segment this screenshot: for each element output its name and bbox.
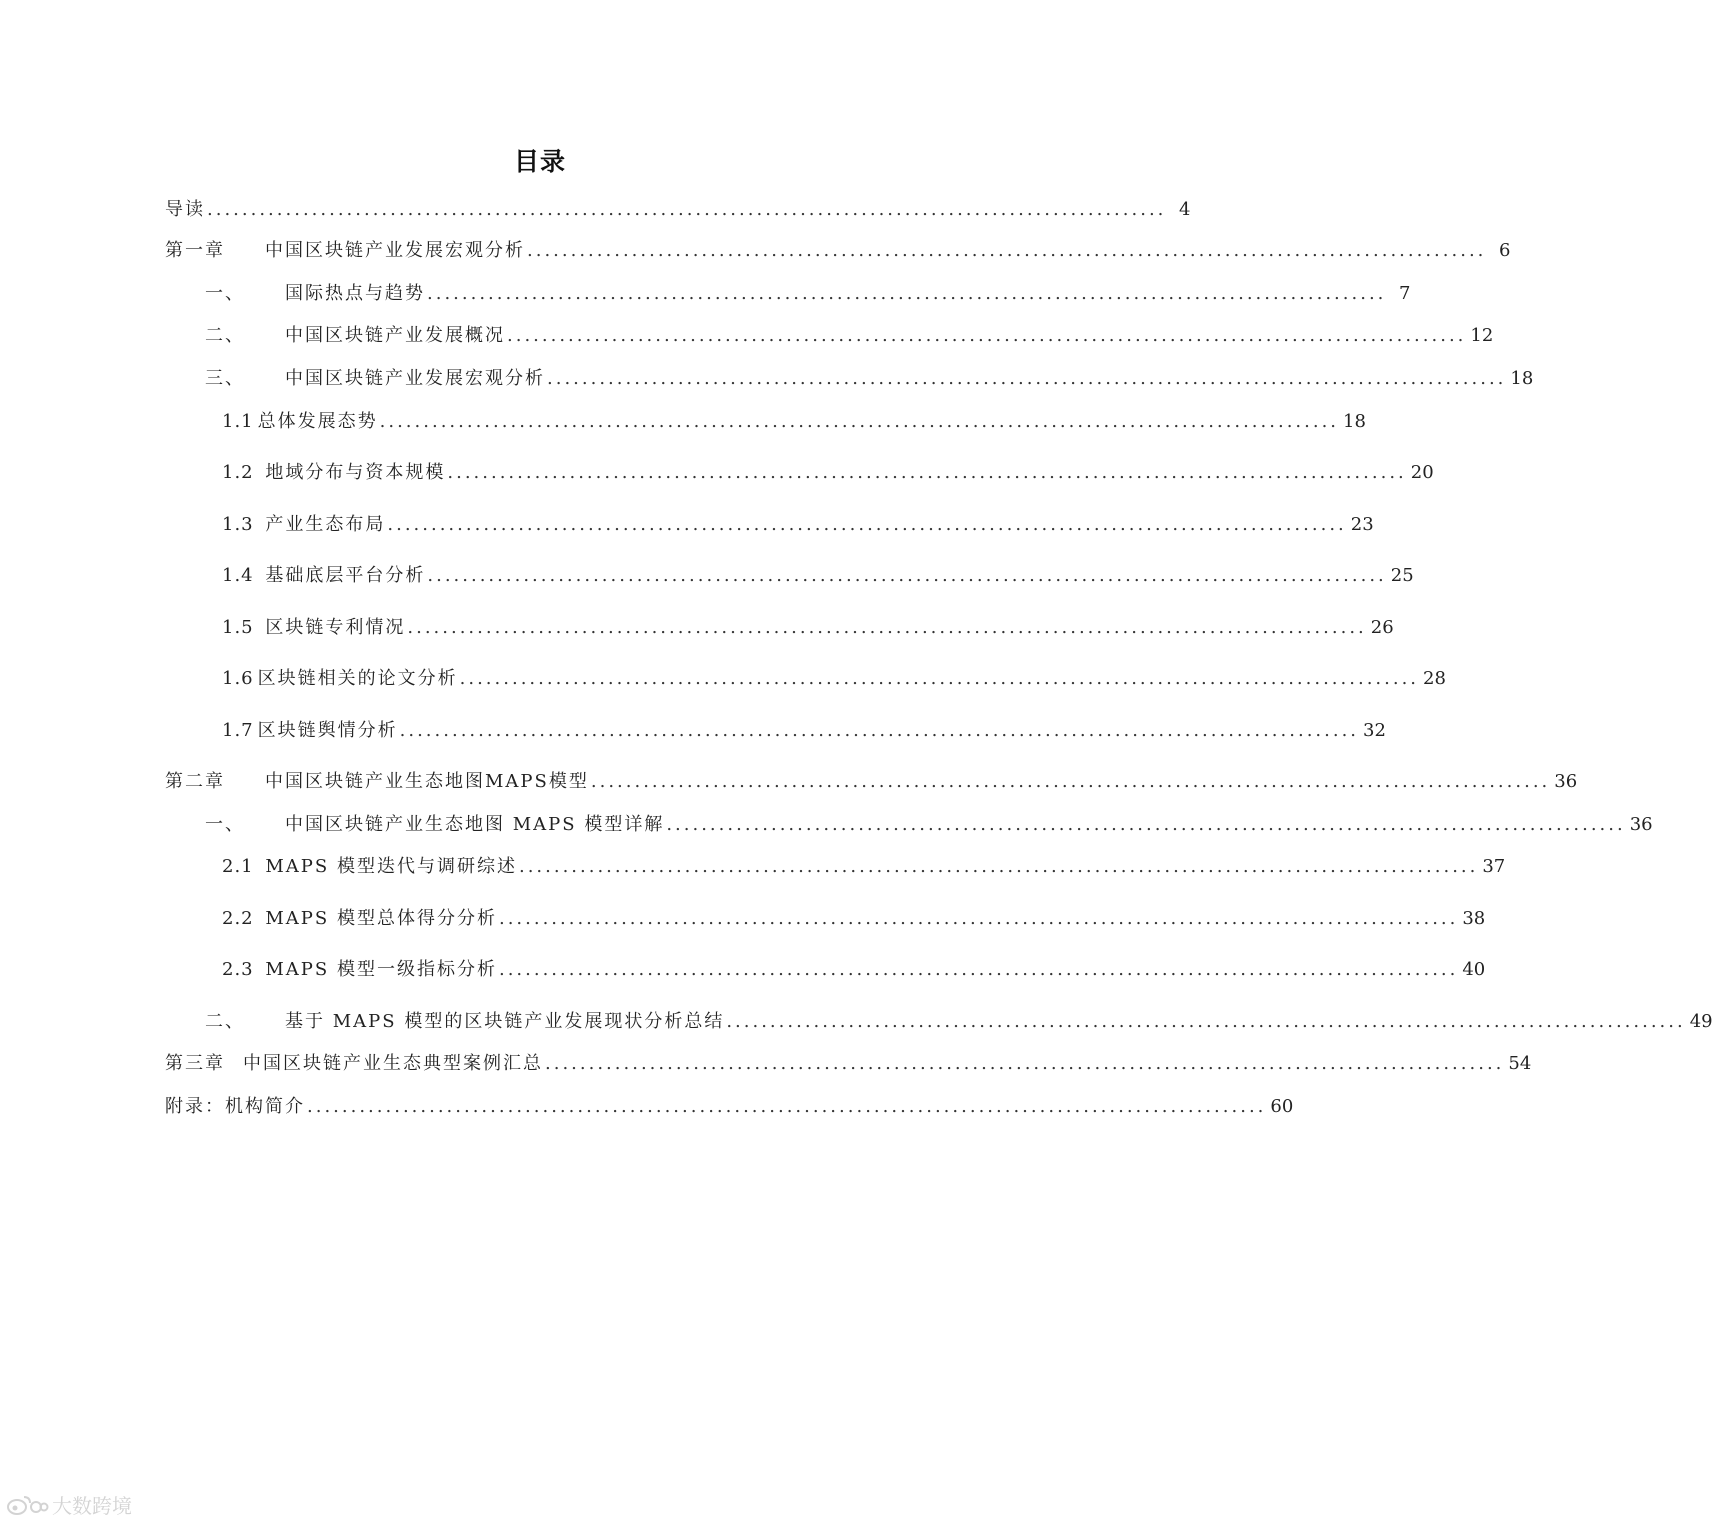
toc-entry-text: 区块链专利情况 (265, 617, 406, 638)
toc-entry-page: 32 (1363, 720, 1386, 741)
toc-entry-subsection[interactable] (222, 459, 1434, 487)
toc-entry-number: 2.1 (222, 856, 254, 877)
toc-entry-text: 总体发展态势 (257, 411, 378, 432)
toc-entry-text: 产业生态布局 (265, 514, 386, 535)
toc-entry-text: 中国区块链产业发展宏观分析 (265, 240, 525, 261)
toc-entry-page: 12 (1470, 325, 1494, 346)
toc-entry-chapter-3[interactable] (165, 1050, 1532, 1078)
toc-entry-number: 1.3 (222, 514, 254, 535)
toc-entry-page: 54 (1508, 1053, 1532, 1074)
dot-leader: .............................................................................................................. (387, 514, 1347, 535)
toc-entry-page: 7 (1398, 283, 1411, 304)
toc-entry-number: 1.5 (222, 617, 254, 638)
toc-entry-page: 60 (1270, 1096, 1294, 1117)
toc-entry-text: 地域分布与资本规模 (265, 462, 446, 483)
toc-entry-number: 二、 (205, 325, 245, 346)
toc-entry-appendix[interactable] (165, 1093, 1294, 1121)
toc-entry-subsection[interactable] (222, 665, 1446, 693)
toc-entry-text: MAPS 模型总体得分分析 (265, 908, 497, 929)
toc-entry-page: 6 (1498, 240, 1511, 261)
toc-entry-text: 中国区块链产业发展概况 (285, 325, 505, 346)
dot-leader: .............................................................................................................. (207, 199, 1167, 220)
dot-leader: .............................................................................................................. (447, 462, 1407, 483)
toc-entry-chapter-2[interactable] (165, 768, 1578, 796)
toc-entry-text: MAPS 模型迭代与调研综述 (265, 856, 517, 877)
toc-entry-number: 1.4 (222, 565, 254, 586)
toc-entry-page: 49 (1689, 1011, 1713, 1032)
toc-entry-text: 基于 MAPS 模型的区块链产业发展现状分析总结 (285, 1011, 725, 1032)
toc-entry-page: 28 (1423, 668, 1446, 689)
toc-entry-subsection[interactable] (222, 614, 1394, 642)
toc-entry-subsection[interactable] (222, 562, 1414, 590)
toc-entry-number: 2.3 (222, 959, 254, 980)
dot-leader: .............................................................................................................. (459, 668, 1420, 689)
watermark (6, 1490, 132, 1519)
toc-entry-page: 38 (1462, 908, 1486, 929)
dot-leader: .............................................................................................................. (307, 1096, 1267, 1117)
toc-entry-subsection[interactable] (222, 717, 1386, 745)
toc-entry-text: 国际热点与趋势 (285, 283, 425, 304)
dot-leader: .............................................................................................................. (666, 814, 1626, 835)
dot-leader: .............................................................................................................. (379, 411, 1340, 432)
dot-leader: .............................................................................................................. (498, 959, 1459, 980)
toc-entry-text: 基础底层平台分析 (265, 565, 426, 586)
toc-entry-number: 一、 (205, 814, 245, 835)
toc-entry-page: 36 (1629, 814, 1653, 835)
dot-leader: .............................................................................................................. (427, 283, 1387, 304)
toc-entry-number: 第二章 (165, 771, 225, 792)
toc-entry-text: 中国区块链产业生态地图MAPS模型 (265, 771, 589, 792)
dot-leader: .............................................................................................................. (547, 368, 1507, 389)
dot-leader: .............................................................................................................. (399, 720, 1360, 741)
toc-entry-number: 第三章 (165, 1053, 225, 1074)
toc-entry-text: 区块链相关的论文分析 (257, 668, 458, 689)
toc-entry-text: MAPS 模型一级指标分析 (265, 959, 497, 980)
toc-entry-page: 4 (1178, 199, 1191, 220)
watermark-text: 大数跨境 (52, 1494, 132, 1518)
toc-entry-text: 区块链舆情分析 (257, 720, 398, 741)
toc-entry-subsection[interactable] (222, 408, 1366, 436)
toc-entry-chapter-1[interactable] (165, 237, 1511, 265)
dot-leader: .............................................................................................................. (427, 565, 1387, 586)
toc-entry-number: 三、 (205, 368, 245, 389)
toc-entry-subsection[interactable] (222, 956, 1486, 984)
toc-entry-page: 20 (1410, 462, 1434, 483)
dot-leader: .............................................................................................................. (545, 1053, 1505, 1074)
toc-entry-number: 一、 (205, 283, 245, 304)
dot-leader: .............................................................................................................. (590, 771, 1551, 792)
toc-entry-page: 18 (1343, 411, 1366, 432)
toc-entry-number: 2.2 (222, 908, 254, 929)
toc-entry-page: 40 (1462, 959, 1486, 980)
dot-leader: .............................................................................................................. (498, 908, 1459, 929)
toc-entry-subsection[interactable] (222, 511, 1374, 539)
toc-entry-text: 附录：机构简介 (165, 1096, 305, 1117)
dot-leader: .............................................................................................................. (726, 1011, 1686, 1032)
toc-entry-section[interactable] (205, 280, 1411, 308)
toc-entry-intro[interactable] (165, 196, 1191, 224)
toc-entry-section[interactable] (205, 365, 1534, 393)
toc-entry-page: 37 (1482, 856, 1506, 877)
toc-entry-number: 1.2 (222, 462, 254, 483)
dot-leader: .............................................................................................................. (518, 856, 1479, 877)
toc-entry-page: 36 (1554, 771, 1578, 792)
dot-leader: .............................................................................................................. (507, 325, 1467, 346)
toc-entry-subsection[interactable] (222, 905, 1486, 933)
toc-entry-number: 1.7 (222, 720, 254, 741)
toc-title: 目录 (513, 147, 566, 176)
toc-entry-text: 中国区块链产业生态典型案例汇总 (243, 1053, 543, 1074)
dot-leader: .............................................................................................................. (407, 617, 1367, 638)
toc-entry-number: 1.1 (222, 411, 254, 432)
weibo-logo-icon (6, 1493, 48, 1517)
toc-entry-text: 导读 (165, 199, 205, 220)
toc-entry-text: 中国区块链产业发展宏观分析 (285, 368, 545, 389)
toc-entry-section[interactable] (205, 1008, 1713, 1036)
dot-leader: .............................................................................................................. (527, 240, 1487, 261)
toc-entry-subsection[interactable] (222, 853, 1506, 881)
toc-entry-page: 26 (1370, 617, 1394, 638)
toc-entry-text: 中国区块链产业生态地图 MAPS 模型详解 (285, 814, 665, 835)
toc-entry-page: 18 (1510, 368, 1534, 389)
toc-entry-number: 第一章 (165, 240, 225, 261)
toc-entry-page: 23 (1350, 514, 1374, 535)
toc-entry-section[interactable] (205, 811, 1653, 839)
toc-entry-number: 二、 (205, 1011, 245, 1032)
toc-entry-section[interactable] (205, 322, 1494, 350)
toc-entry-page: 25 (1390, 565, 1414, 586)
toc-entry-number: 1.6 (222, 668, 254, 689)
